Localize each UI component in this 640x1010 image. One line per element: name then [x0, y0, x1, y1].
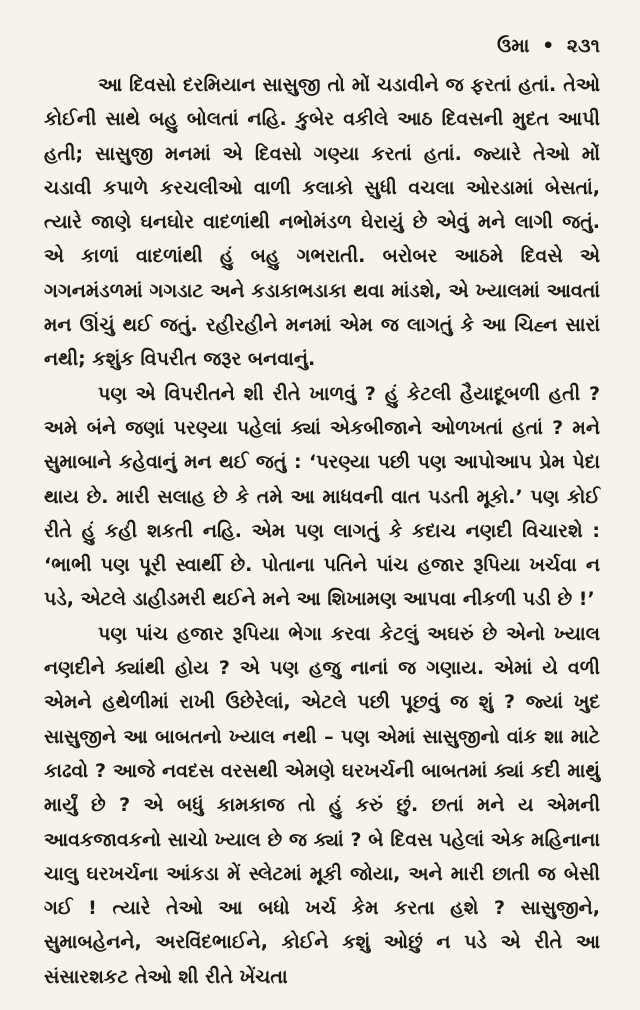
paragraph: આ દિવસો દરમિયાન સાસુજી તો મોં ચડાવીને જ ફરતાં હતાં. તેઓ કોઈની સાથે બહુ બોલતાં નહિ. કુબેર વકીલે આઠ દિવસની મુદત આપી હતી; સાસુજી મનમાં એ દિવસો ગણ્યા કરતાં હતાં. જ્યારે તેઓ મોં ચડાવી કપાળે કરચલીઓ વાળી કલાકો સુધી વચલા ઓરડામાં બેસતાં, ત્યારે જાણે ઘનઘોર વાદળાંથી નભોમંડળ ઘેરાયું છે એવું મને લાગી જતું. એ કાળાં વાદળાંથી હું બહુ ગભરાતી. બરોબર આઠમે દિવસે એ ગગનમંડળમાં ગગડાટ અને કડાકાભડાકા થવા માંડશે, એ ખ્યાલમાં આવતાં મન ઊંચું થઈ જતું. રહીરહીને મનમાં એમ જ લાગતું કે આ ચિહ્ન સારાં નથી; કશુંક વિપરીત જરૂર બનવાનું.: [44, 74, 600, 371]
separator-dot: •: [542, 35, 555, 57]
page-number: ૨૩૧: [566, 35, 600, 57]
paragraph: પણ પાંચ હજાર રૂપિયા ભેગા કરવા કેટલું અઘરું છે એનો ખ્યાલ નણદીને ક્યાંથી હોય ? એ પણ હજુ નાનાં જ ગણાય. એમાં યે વળી એમને હથેળીમાં રાખી ઉછેરેલાં, એટલે પછી પૂછવું જ શું ? જ્યાં ખુદ સાસુજીને આ બાબતનો ખ્યાલ નથી – પણ એમાં સાસુજીનો વાંક શા માટે કાઢવો ? આજે નવદસ વરસથી એમણે ઘરખર્ચની બાબતમાં ક્યાં કદી માથું માર્યું છે ? એ બધું કામકાજ તો હું કરું છું. છતાં મને ય એમની આવકજાવકનો સાચો ખ્યાલ છે જ ક્યાં ? બે દિવસ પહેલાં એક મહિનાના ચાલુ ઘરખર્ચના આંકડા મેં સ્લેટમાં મૂકી જોયા, અને મારી છાતી જ બેસી ગઈ ! ત્યારે તેઓ આ બધો ખર્ચ કેમ કરતા હશે ? સાસુજીને, સુમાબહેનને, અરવિંદભાઈને, કોઈને કશું ઓછું ન પડે એ રીતે આ સંસારશકટ તેઓ શી રીતે ખેંચતા: [44, 622, 600, 988]
paragraph: પણ એ વિપરીતને શી રીતે ખાળવું ? હું કેટલી હૈયાદૂબળી હતી ? અમે બંને જણાં પરણ્યા પહેલાં ક્યાં એકબીજાને ઓળખતાં હતાં ? મને સુમાબાને કહેવાનું મન થઈ જતું : ‘પરણ્યા પછી પણ આપોઆપ પ્રેમ પેદા થાય છે. મારી સલાહ છે કે તમે આ માધવની વાત પડતી મૂકો.’ પણ કોઈ રીતે હું કહી શકતી નહિ. એમ પણ લાગતું કે કદાચ નણદી વિચારશે : ‘ભાભી પણ પૂરી સ્વાર્થી છે. પોતાના પતિને પાંચ હજાર રૂપિયા ખર્ચવા ન પડે, એટલે ડાહીડમરી થઈને મને આ શિખામણ આપવા નીકળી પડી છે !’: [44, 382, 600, 611]
running-header: [44, 34, 600, 58]
book-title: ઉમા: [497, 35, 530, 57]
body-text: [44, 68, 600, 994]
